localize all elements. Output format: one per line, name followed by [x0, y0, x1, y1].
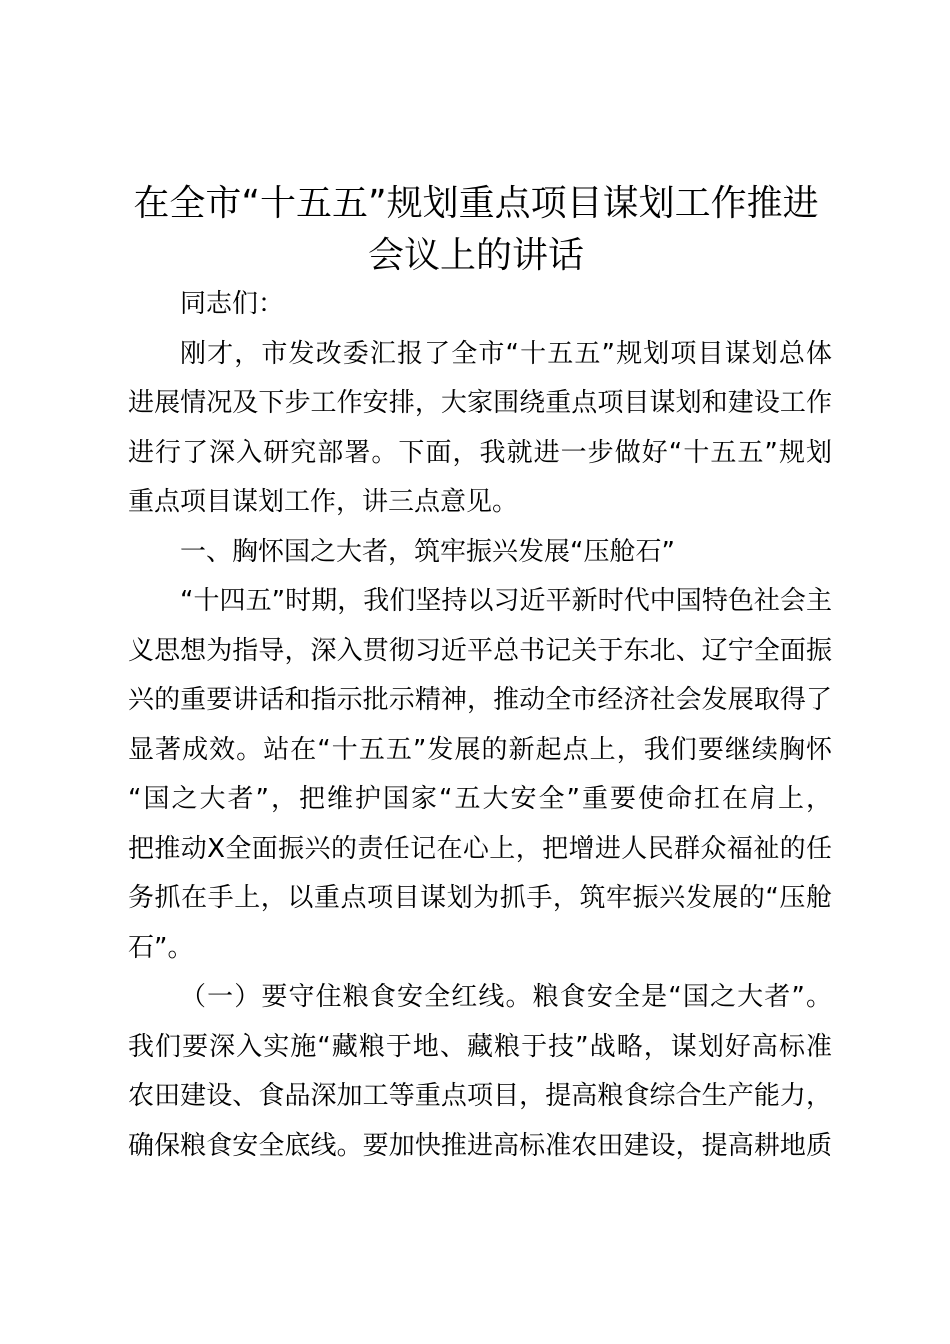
paragraph-line: （一）要守住粮食安全红线。粮食安全是“国之大者”。 [180, 982, 832, 1012]
paragraph-line: 显著成效。站在“十五五”发展的新起点上，我们要继续胸怀 [128, 734, 832, 765]
paragraph-line: 务抓在手上，以重点项目谋划为抓手，筑牢振兴发展的“压舱 [128, 883, 832, 913]
document-title [120, 178, 832, 282]
paragraph-line: 进行了深入研究部署。下面，我就进一步做好“十五五”规划 [128, 437, 832, 468]
section-heading-1 [128, 528, 832, 578]
paragraph-line: 确保粮食安全底线。要加快推进高标准农田建设，提高耕地质 [128, 1130, 832, 1161]
paragraph-line: “国之大者”，把维护国家“五大安全”重要使命扛在肩上， [128, 784, 832, 814]
paragraph-section-1 [128, 577, 832, 973]
paragraph-line: 把推动X全面振兴的责任记在心上，把增进人民群众福祉的任 [128, 833, 832, 864]
paragraph-line: 兴的重要讲话和指示批示精神，推动全市经济社会发展取得了 [128, 685, 832, 715]
paragraph-line: 农田建设、食品深加工等重点项目，提高粮食综合生产能力， [128, 1081, 832, 1111]
paragraph-line: 石”。 [128, 932, 194, 963]
document-body [128, 280, 832, 1171]
paragraph-line: 重点项目谋划工作，讲三点意见。 [128, 487, 519, 517]
paragraph-subsection-1 [128, 973, 832, 1171]
paragraph-line: 刚才，市发改委汇报了全市“十五五”规划项目谋划总体 [180, 338, 832, 369]
paragraph-intro [128, 330, 832, 528]
paragraph-line: “十四五”时期，我们坚持以习近平新时代中国特色社会主 [180, 586, 832, 616]
paragraph-line: 进展情况及下步工作安排，大家围绕重点项目谋划和建设工作 [128, 388, 832, 418]
paragraph-line: 义思想为指导，深入贯彻习近平总书记关于东北、辽宁全面振 [128, 635, 832, 666]
paragraph-line: 我们要深入实施“藏粮于地、藏粮于技”战略，谋划好高标准 [128, 1031, 832, 1062]
title-line-2: 会议上的讲话 [367, 235, 584, 276]
section-heading-text: 一、胸怀国之大者，筑牢振兴发展“压舱石” [180, 536, 675, 567]
greeting: 同志们： [180, 289, 285, 319]
title-line-1: 在全市“十五五”规划重点项目谋划工作推进 [133, 183, 819, 224]
